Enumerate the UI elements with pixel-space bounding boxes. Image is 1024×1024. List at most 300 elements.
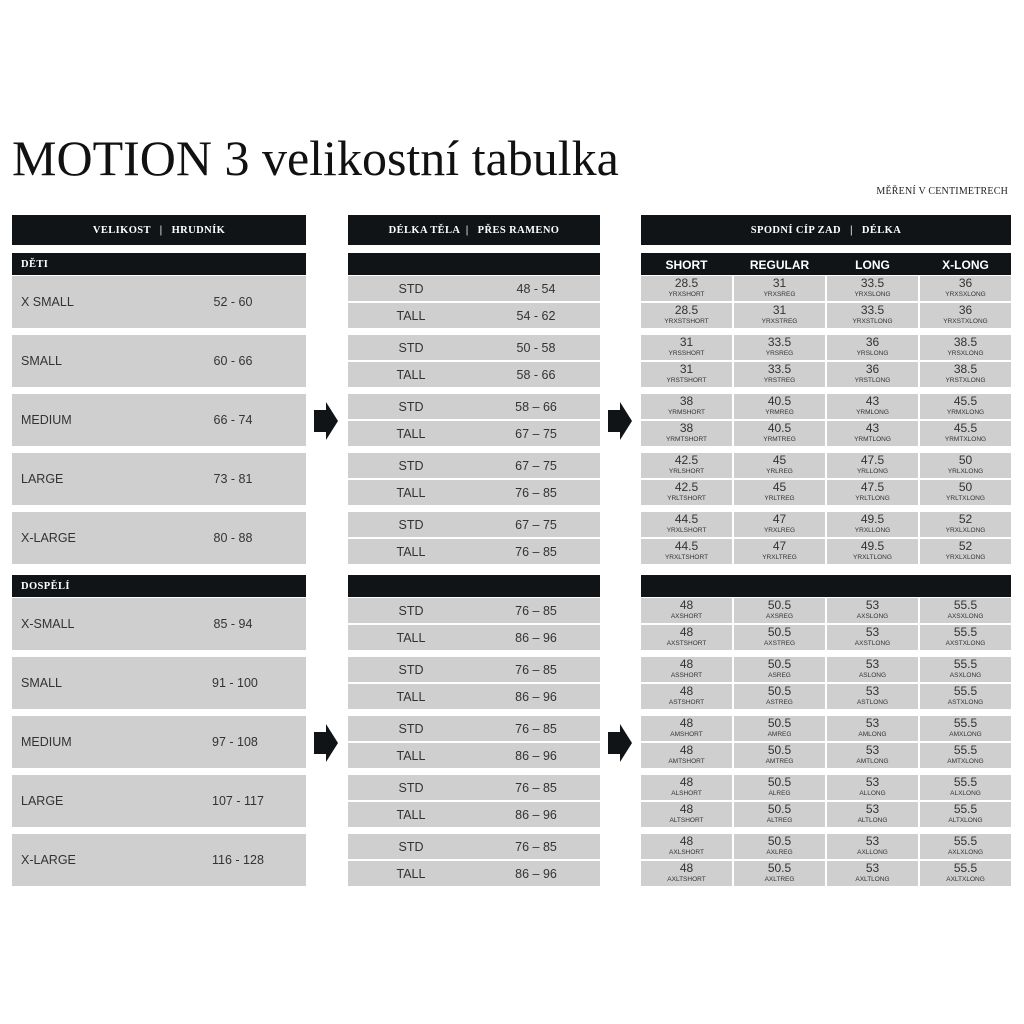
cell-value: 52 [958, 539, 973, 553]
product-code: YRSREG [765, 350, 794, 357]
cell-value: 50 [958, 453, 973, 467]
cell-value: 53 [865, 625, 880, 639]
arrow-right-icon [314, 402, 338, 440]
size-row [12, 834, 306, 886]
length-cell [920, 802, 1011, 827]
length-row [348, 657, 600, 682]
cell-value: 36 [958, 276, 973, 290]
length-cell [920, 539, 1011, 564]
cell-value: 53 [865, 743, 880, 757]
product-code: YRSTSHORT [666, 377, 707, 384]
length-cell [734, 539, 825, 564]
length-cell [920, 480, 1011, 505]
product-code: AXLLONG [857, 849, 888, 856]
cell-value: 53 [865, 861, 880, 875]
length-row [348, 421, 600, 446]
length-cell [641, 834, 732, 859]
cell-value: 48 [679, 861, 694, 875]
product-code: YRSTREG [763, 377, 796, 384]
size-row [12, 335, 306, 387]
cell-value: 36 [865, 362, 880, 376]
length-cell [827, 625, 918, 650]
product-code: ASTLONG [856, 699, 889, 706]
cell-value: 53 [865, 834, 880, 848]
length-cell [641, 684, 732, 709]
size-row [12, 598, 306, 650]
size-row [12, 453, 306, 505]
length-cell [827, 598, 918, 623]
product-code: AXSTXLONG [945, 640, 986, 647]
length-cell [734, 657, 825, 682]
cell-value: 50.5 [767, 775, 792, 789]
length-cell [827, 743, 918, 768]
length-cell [641, 453, 732, 478]
shoulder-range: 76 – 85 [515, 544, 557, 559]
product-code: YRXLXLONG [945, 554, 986, 561]
product-code: YRSSHORT [668, 350, 705, 357]
product-code: AXLTSHORT [667, 876, 706, 883]
product-code: ASTREG [766, 699, 793, 706]
size-row [12, 657, 306, 709]
length-cell [734, 362, 825, 387]
cell-value: 48 [679, 598, 694, 612]
product-code: YRSTXLONG [945, 377, 986, 384]
product-code: AXSTLONG [854, 640, 891, 647]
product-code: ALSHORT [671, 790, 702, 797]
length-cell [641, 775, 732, 800]
cell-value: 28.5 [674, 276, 699, 290]
length-cell [827, 335, 918, 360]
shoulder-range: 76 – 85 [515, 662, 557, 677]
product-code: YRXLREG [763, 527, 796, 534]
length-cell [734, 598, 825, 623]
length-cell [920, 362, 1011, 387]
length-type: STD [398, 340, 424, 355]
product-code: ALTREG [766, 817, 793, 824]
length-type: STD [398, 721, 424, 736]
size-name: X SMALL [21, 295, 74, 309]
product-code: YRLTLONG [855, 495, 890, 502]
shoulder-range: 86 – 96 [515, 630, 557, 645]
length-cell [920, 394, 1011, 419]
cell-value: 33.5 [860, 303, 885, 317]
product-code: YRXSTLONG [852, 318, 893, 325]
product-code: AXLTREG [764, 876, 795, 883]
length-cell [827, 684, 918, 709]
arrow-right-icon [608, 724, 632, 762]
product-code: AXSLONG [856, 613, 889, 620]
size-row [12, 716, 306, 768]
cell-value: 48 [679, 775, 694, 789]
shoulder-range: 76 – 85 [515, 839, 557, 854]
cell-value: 55.5 [953, 834, 978, 848]
section-label: DOSPĚLÍ [21, 580, 70, 592]
length-row [348, 512, 600, 537]
shoulder-range: 67 – 75 [515, 517, 557, 532]
size-name: LARGE [21, 472, 64, 486]
length-cell [734, 512, 825, 537]
size-row [12, 775, 306, 827]
length-cell [920, 598, 1011, 623]
size-name: X-LARGE [21, 531, 76, 545]
product-code: YRLTSHORT [667, 495, 706, 502]
length-row [348, 335, 600, 360]
cell-value: 33.5 [767, 335, 792, 349]
length-row [348, 716, 600, 741]
cell-value: 50.5 [767, 716, 792, 730]
length-cell [827, 657, 918, 682]
product-code: ASTSHORT [668, 699, 705, 706]
product-code: AMLONG [858, 731, 887, 738]
cell-value: 55.5 [953, 625, 978, 639]
length-cell [827, 394, 918, 419]
length-cell [920, 303, 1011, 328]
length-type: TALL [396, 308, 426, 323]
size-row [12, 394, 306, 446]
length-type: STD [398, 662, 424, 677]
product-code: YRLLONG [856, 468, 889, 475]
chest-range: 97 - 108 [212, 735, 258, 749]
product-code: YRXLXLONG [945, 527, 986, 534]
cell-value: 31 [679, 362, 694, 376]
product-code: YRXSXLONG [945, 291, 986, 298]
length-cell [827, 512, 918, 537]
product-code: AXSTREG [763, 640, 796, 647]
cell-value: 55.5 [953, 657, 978, 671]
length-type: TALL [396, 544, 426, 559]
section-bar-length [348, 253, 600, 275]
length-cell [920, 775, 1011, 800]
length-type: TALL [396, 866, 426, 881]
cell-value: 50.5 [767, 598, 792, 612]
length-cell [827, 453, 918, 478]
product-code: AXLSHORT [669, 849, 704, 856]
product-code: ASLONG [858, 672, 887, 679]
length-type: TALL [396, 807, 426, 822]
section-bar-kids [12, 253, 306, 275]
length-cell [734, 716, 825, 741]
cell-value: 38 [679, 421, 694, 435]
product-code: YRMTREG [763, 436, 796, 443]
column-header-regular: REGULAR [749, 258, 810, 272]
length-cell [734, 684, 825, 709]
cell-value: 40.5 [767, 394, 792, 408]
length-row [348, 834, 600, 859]
cell-value: 33.5 [767, 362, 792, 376]
length-cell [920, 716, 1011, 741]
chest-range: 107 - 117 [212, 794, 264, 808]
cell-value: 45 [772, 453, 787, 467]
product-code: AMTREG [765, 758, 794, 765]
length-cell [920, 421, 1011, 446]
section-bar-adults [12, 575, 306, 597]
shoulder-range: 50 - 58 [516, 340, 556, 355]
product-code: YRXLTLONG [853, 554, 892, 561]
product-code: ALTSHORT [669, 817, 704, 824]
length-cell [641, 421, 732, 446]
product-code: YRSXLONG [947, 350, 984, 357]
product-code: AMTXLONG [947, 758, 984, 765]
length-type: TALL [396, 748, 426, 763]
length-cell [641, 802, 732, 827]
shoulder-range: 86 – 96 [515, 689, 557, 704]
cell-value: 47 [772, 512, 787, 526]
length-cell [734, 453, 825, 478]
shoulder-range: 58 – 66 [515, 399, 557, 414]
cell-value: 40.5 [767, 421, 792, 435]
cell-value: 55.5 [953, 802, 978, 816]
cell-value: 45.5 [953, 421, 978, 435]
length-type: TALL [396, 485, 426, 500]
length-cell [734, 480, 825, 505]
length-type: STD [398, 839, 424, 854]
product-code: YRMTXLONG [944, 436, 987, 443]
chest-range: 85 - 94 [213, 617, 253, 631]
shoulder-range: 67 – 75 [515, 426, 557, 441]
product-code: AXLXLONG [947, 849, 984, 856]
product-code: YRXLLONG [854, 527, 891, 534]
product-code: YRXSTSHORT [664, 318, 709, 325]
cell-value: 55.5 [953, 598, 978, 612]
length-cell [734, 335, 825, 360]
chest-range: 60 - 66 [213, 354, 253, 368]
section-label: DĚTI [21, 258, 49, 270]
length-row [348, 743, 600, 768]
product-code: AXSHORT [670, 613, 703, 620]
cell-value: 44.5 [674, 512, 699, 526]
cell-value: 45.5 [953, 394, 978, 408]
cell-value: 36 [865, 335, 880, 349]
product-code: YRMTLONG [854, 436, 891, 443]
length-cell [641, 625, 732, 650]
cell-value: 43 [865, 421, 880, 435]
shoulder-range: 48 - 54 [516, 281, 556, 296]
cell-value: 50.5 [767, 802, 792, 816]
cell-value: 53 [865, 716, 880, 730]
page-title: MOTION 3 velikostní tabulka [12, 130, 619, 186]
length-row [348, 598, 600, 623]
shoulder-range: 76 – 85 [515, 780, 557, 795]
length-cell [641, 539, 732, 564]
length-cell [827, 802, 918, 827]
product-code: ASTXLONG [947, 699, 984, 706]
chest-range: 80 - 88 [213, 531, 253, 545]
length-cell [920, 684, 1011, 709]
cell-value: 50.5 [767, 684, 792, 698]
measurement-note: MĚŘENÍ V CENTIMETRECH [876, 186, 1008, 197]
product-code: YRLREG [766, 468, 793, 475]
product-code: ASREG [768, 672, 791, 679]
length-row [348, 394, 600, 419]
arrow-right-icon [314, 724, 338, 762]
length-cell [641, 394, 732, 419]
length-cell [734, 303, 825, 328]
product-code: AXSREG [765, 613, 794, 620]
cell-value: 45 [772, 480, 787, 494]
shoulder-range: 86 – 96 [515, 807, 557, 822]
length-cell [641, 716, 732, 741]
product-code: AMTSHORT [668, 758, 705, 765]
cell-value: 55.5 [953, 716, 978, 730]
length-type: STD [398, 281, 424, 296]
product-code: YRXLTREG [762, 554, 797, 561]
cell-value: 38 [679, 394, 694, 408]
product-code: YRMSHORT [667, 409, 706, 416]
length-row [348, 625, 600, 650]
product-code: YRMTSHORT [665, 436, 708, 443]
shoulder-range: 76 – 85 [515, 485, 557, 500]
length-cell [920, 335, 1011, 360]
length-cell [734, 834, 825, 859]
cell-value: 53 [865, 684, 880, 698]
length-cell [641, 512, 732, 537]
shoulder-range: 76 – 85 [515, 721, 557, 736]
length-cell [827, 480, 918, 505]
length-row [348, 276, 600, 301]
product-code: YRXLTSHORT [664, 554, 709, 561]
product-code: YRMXLONG [946, 409, 985, 416]
product-code: YRLSHORT [668, 468, 705, 475]
shoulder-range: 86 – 96 [515, 866, 557, 881]
product-code: AXLTLONG [855, 876, 890, 883]
length-row [348, 539, 600, 564]
chest-range: 73 - 81 [213, 472, 253, 486]
length-cell [827, 716, 918, 741]
product-code: YRSTLONG [854, 377, 891, 384]
length-cell [641, 480, 732, 505]
cell-value: 55.5 [953, 684, 978, 698]
cell-value: 50.5 [767, 657, 792, 671]
length-type: STD [398, 603, 424, 618]
size-name: SMALL [21, 676, 62, 690]
size-chest-header: VELIKOST | HRUDNÍK [12, 215, 306, 245]
length-cell [827, 421, 918, 446]
shoulder-range: 86 – 96 [515, 748, 557, 763]
length-cell [920, 834, 1011, 859]
section-bar-hem [641, 575, 1011, 597]
cell-value: 55.5 [953, 775, 978, 789]
product-code: YRXLSHORT [666, 527, 707, 534]
column-header-short: SHORT [665, 258, 708, 272]
length-cell [641, 861, 732, 886]
size-name: X-SMALL [21, 617, 75, 631]
length-row [348, 303, 600, 328]
length-cell [734, 743, 825, 768]
cell-value: 53 [865, 598, 880, 612]
length-cell [641, 303, 732, 328]
length-cell [734, 276, 825, 301]
cell-value: 47 [772, 539, 787, 553]
length-cell [827, 834, 918, 859]
cell-value: 38.5 [953, 335, 978, 349]
cell-value: 55.5 [953, 861, 978, 875]
length-cell [734, 802, 825, 827]
product-code: ALREG [768, 790, 791, 797]
product-code: YRXSHORT [668, 291, 705, 298]
size-row [12, 276, 306, 328]
product-code: AXSXLONG [947, 613, 984, 620]
length-cell [734, 394, 825, 419]
length-row [348, 802, 600, 827]
cell-value: 47.5 [860, 453, 885, 467]
chest-range: 116 - 128 [212, 853, 264, 867]
length-cell [734, 775, 825, 800]
product-code: AXSTSHORT [666, 640, 707, 647]
cell-value: 36 [958, 303, 973, 317]
length-cell [920, 625, 1011, 650]
size-name: X-LARGE [21, 853, 76, 867]
product-code: AXLREG [766, 849, 793, 856]
product-code: AMSHORT [670, 731, 703, 738]
section-bar-length [348, 575, 600, 597]
product-code: ALXLONG [950, 790, 981, 797]
cell-value: 31 [772, 303, 787, 317]
column-header-x-long: X-LONG [942, 258, 989, 272]
length-cell [641, 598, 732, 623]
cell-value: 48 [679, 834, 694, 848]
product-code: YRLTXLONG [946, 495, 985, 502]
length-type: STD [398, 458, 424, 473]
length-cell [920, 657, 1011, 682]
size-row [12, 512, 306, 564]
size-name: LARGE [21, 794, 64, 808]
shoulder-range: 58 - 66 [516, 367, 556, 382]
length-cell [920, 453, 1011, 478]
length-row [348, 453, 600, 478]
cell-value: 53 [865, 657, 880, 671]
hem-length-header: SPODNÍ CÍP ZAD | DÉLKA [641, 215, 1011, 245]
length-cell [734, 421, 825, 446]
length-row [348, 684, 600, 709]
product-code: ALTLONG [857, 817, 888, 824]
cell-value: 42.5 [674, 453, 699, 467]
cell-value: 50.5 [767, 861, 792, 875]
chest-range: 52 - 60 [213, 295, 253, 309]
cell-value: 50 [958, 480, 973, 494]
cell-value: 42.5 [674, 480, 699, 494]
cell-value: 55.5 [953, 743, 978, 757]
length-type: TALL [396, 630, 426, 645]
length-type: STD [398, 517, 424, 532]
length-cell [734, 861, 825, 886]
length-cell [827, 775, 918, 800]
size-name: MEDIUM [21, 413, 72, 427]
cell-value: 28.5 [674, 303, 699, 317]
product-code: AMTLONG [856, 758, 889, 765]
product-code: YRXSLONG [854, 291, 891, 298]
length-row [348, 861, 600, 886]
length-cell [827, 276, 918, 301]
length-type: TALL [396, 426, 426, 441]
length-type: STD [398, 399, 424, 414]
length-cell [920, 861, 1011, 886]
cell-value: 43 [865, 394, 880, 408]
length-type: STD [398, 780, 424, 795]
size-name: SMALL [21, 354, 62, 368]
size-name: MEDIUM [21, 735, 72, 749]
length-cell [641, 362, 732, 387]
cell-value: 48 [679, 684, 694, 698]
product-code: YRXSTXLONG [943, 318, 988, 325]
cell-value: 52 [958, 512, 973, 526]
length-row [348, 362, 600, 387]
product-code: YRXSREG [763, 291, 796, 298]
product-code: ASXLONG [949, 672, 982, 679]
length-cell [641, 335, 732, 360]
shoulder-range: 76 – 85 [515, 603, 557, 618]
length-shoulder-header: DÉLKA TĚLA | PŘES RAMENO [348, 215, 600, 245]
length-cell [641, 657, 732, 682]
